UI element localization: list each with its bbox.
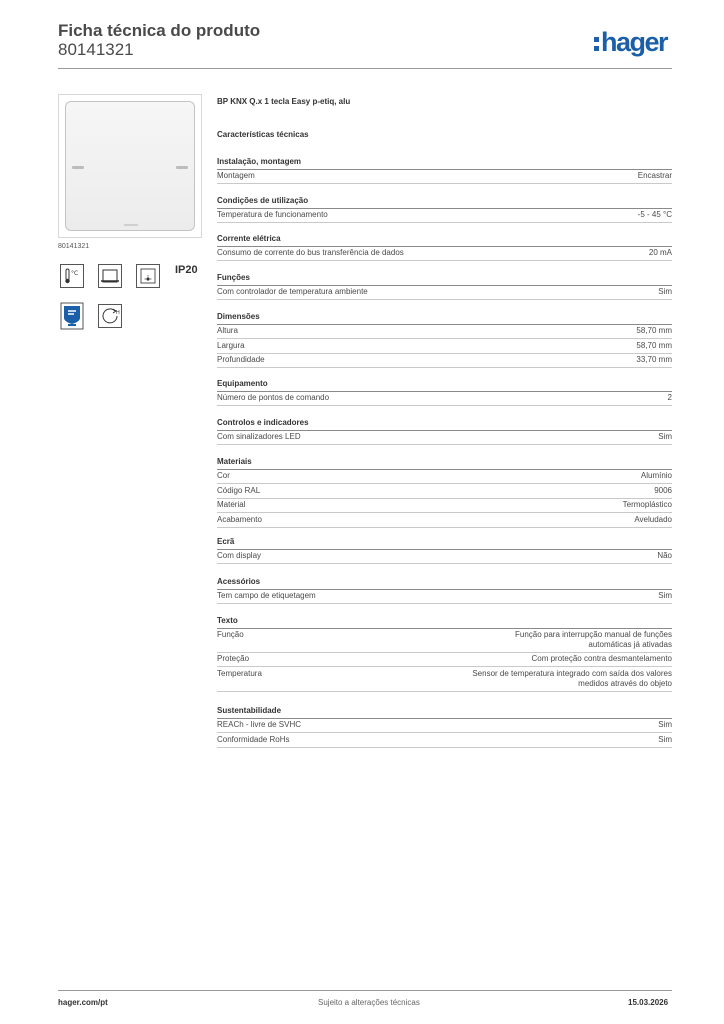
group-title: Funções bbox=[217, 273, 672, 286]
group-title: Condições de utilização bbox=[217, 196, 672, 209]
temperature-celsius-icon bbox=[60, 264, 84, 288]
spec-label: Cor bbox=[217, 471, 230, 480]
spec-row bbox=[217, 720, 672, 733]
ip-rating-badge: IP20 bbox=[175, 264, 198, 276]
spec-row bbox=[217, 393, 672, 406]
spec-value: Encastrar bbox=[637, 171, 672, 180]
product-name: BP KNX Q.x 1 tecla Easy p-etiq, alu bbox=[217, 97, 351, 106]
section-title: Características técnicas bbox=[217, 130, 309, 139]
spec-row bbox=[217, 515, 672, 528]
spec-value: Sim bbox=[658, 591, 672, 600]
logo-dots bbox=[594, 37, 599, 51]
spec-row bbox=[217, 287, 672, 300]
spec-label: Proteção bbox=[217, 654, 250, 663]
spec-row bbox=[217, 654, 672, 667]
spec-label: Altura bbox=[217, 326, 238, 335]
spec-row bbox=[217, 471, 672, 484]
spec-label: REACh - livre de SVHC bbox=[217, 720, 302, 729]
spec-value: Sim bbox=[658, 720, 672, 729]
spec-label: Código RAL bbox=[217, 485, 261, 495]
knx-easy-icon bbox=[60, 302, 84, 330]
spec-row bbox=[217, 551, 672, 564]
led-left bbox=[72, 166, 84, 169]
spec-row bbox=[217, 735, 672, 748]
led-right bbox=[176, 166, 188, 169]
spec-label: Com sinalizadores LED bbox=[217, 432, 301, 441]
spec-label: Largura bbox=[217, 340, 245, 350]
spec-value: 58,70 mm bbox=[636, 326, 672, 335]
doc-code: 80141321 bbox=[58, 40, 134, 59]
footer-date: 15.03.2026 bbox=[628, 998, 669, 1007]
spec-label: Profundidade bbox=[217, 355, 265, 364]
group-title: Dimensões bbox=[217, 312, 672, 325]
spec-label: Com controlador de temperatura ambiente bbox=[217, 287, 368, 296]
spec-value: Sim bbox=[658, 734, 672, 744]
spec-value: 33,70 mm bbox=[636, 355, 672, 364]
spec-value: 20 mA bbox=[648, 248, 672, 257]
spec-row bbox=[217, 432, 672, 445]
spec-label: Material bbox=[217, 500, 246, 509]
spec-value: Não bbox=[657, 551, 672, 560]
push-button-face bbox=[65, 101, 195, 231]
flush-mount-icon bbox=[98, 264, 122, 288]
spec-row bbox=[217, 669, 672, 692]
svg-text:°C: °C bbox=[71, 270, 79, 277]
spec-row bbox=[217, 591, 672, 604]
spec-value: Função para interrupção manual de funções automáticas já ativadas bbox=[515, 630, 672, 649]
spec-value: Sensor de temperatura integrado com saída dos valores medidos através do objeto bbox=[472, 668, 672, 688]
group-title: Materiais bbox=[217, 457, 672, 470]
group-title: Acessórios bbox=[217, 577, 672, 590]
spec-label: Conformidade RoHs bbox=[217, 734, 290, 744]
svg-text:H: H bbox=[116, 310, 120, 316]
group-title: Equipamento bbox=[217, 379, 672, 392]
product-image bbox=[58, 94, 202, 238]
product-image-code: 80141321 bbox=[58, 243, 90, 250]
spec-row bbox=[217, 210, 672, 223]
group-title: Texto bbox=[217, 616, 672, 629]
group-title: Instalação, montagem bbox=[217, 157, 672, 170]
spec-row bbox=[217, 341, 672, 354]
spec-value: -5 - 45 °C bbox=[637, 210, 672, 219]
spec-value: 58,70 mm bbox=[636, 340, 672, 350]
spec-value: Sim bbox=[658, 287, 672, 296]
spec-label: Com display bbox=[217, 551, 262, 560]
spec-value: Aveludado bbox=[634, 514, 672, 524]
led-indicator-icon bbox=[136, 264, 160, 288]
spec-value: 9006 bbox=[654, 485, 672, 495]
spec-value: Termoplástico bbox=[622, 500, 672, 509]
spec-label: Temperatura de funcionamento bbox=[217, 210, 328, 219]
spec-row bbox=[217, 326, 672, 339]
spec-label: Tem campo de etiquetagem bbox=[217, 591, 316, 600]
group-title: Corrente elétrica bbox=[217, 234, 672, 247]
spec-label: Temperatura bbox=[217, 668, 262, 678]
header-divider bbox=[58, 68, 672, 69]
spec-row bbox=[217, 630, 672, 653]
spec-value: Com proteção contra desmantelamento bbox=[531, 654, 672, 663]
doc-title: Ficha técnica do produto bbox=[58, 21, 261, 40]
label-slot bbox=[124, 224, 138, 226]
group-title: Sustentabilidade bbox=[217, 706, 672, 719]
footer-website[interactable]: hager.com/pt bbox=[58, 998, 108, 1007]
spec-row bbox=[217, 248, 672, 261]
spec-row bbox=[217, 500, 672, 513]
spec-label: Número de pontos de comando bbox=[217, 393, 330, 402]
group-title: Ecrã bbox=[217, 537, 672, 550]
spec-row bbox=[217, 355, 672, 368]
spec-row bbox=[217, 171, 672, 184]
spec-label: Montagem bbox=[217, 171, 255, 180]
spec-value: Sim bbox=[658, 432, 672, 441]
spec-label: Função bbox=[217, 630, 244, 639]
footer-note: Sujeito a alterações técnicas bbox=[318, 998, 420, 1007]
spec-value: Alumínio bbox=[640, 471, 672, 480]
spec-row bbox=[217, 486, 672, 499]
spec-value: 2 bbox=[667, 393, 672, 402]
group-title: Controlos e indicadores bbox=[217, 418, 672, 431]
footer-divider bbox=[58, 990, 672, 991]
spec-label: Consumo de corrente do bus transferência de dados bbox=[217, 248, 404, 257]
hager-logo[interactable] bbox=[594, 27, 667, 57]
spec-label: Acabamento bbox=[217, 514, 262, 524]
logo-wordmark: hager bbox=[601, 27, 668, 57]
rotation-icon bbox=[98, 304, 122, 328]
